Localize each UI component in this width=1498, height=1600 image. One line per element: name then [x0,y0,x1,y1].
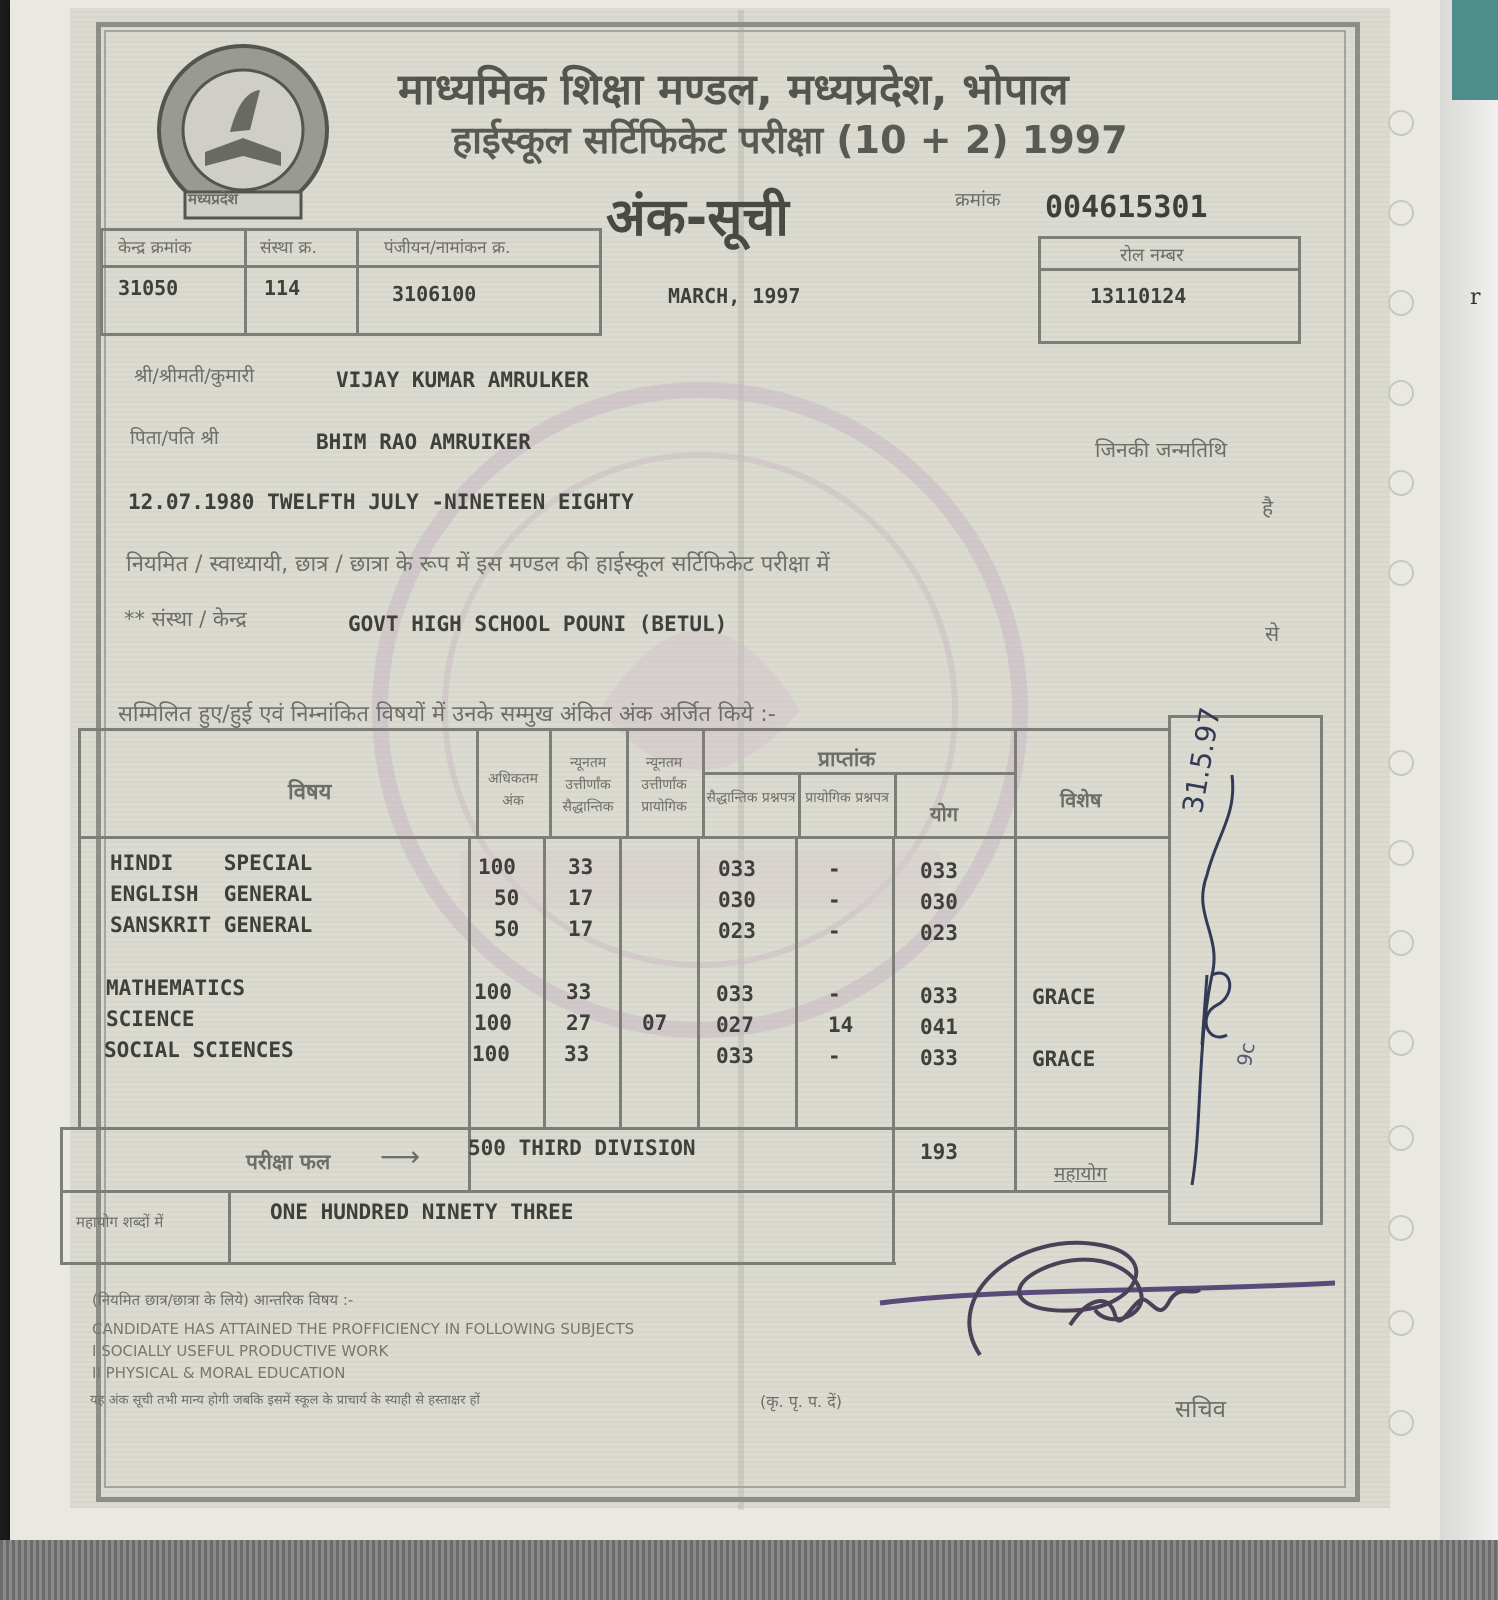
col-divider-mint [619,836,622,1128]
max-marks: 50 [494,886,520,910]
header-total: योग [930,802,959,826]
registration-number: 3106100 [392,282,477,306]
min-theory: 17 [568,886,594,910]
father-prefix: पिता/पति श्री [130,427,219,449]
table-header-border [78,836,1168,839]
handwritten-date: 31.5.97 [1176,704,1228,816]
theory-marks: 030 [718,888,756,912]
id-col-divider-2 [356,228,359,333]
practical-marks: 14 [828,1013,854,1037]
grand-total: 193 [920,1140,958,1164]
min-theory: 33 [566,980,592,1004]
institute-label: संस्था क्र. [260,238,317,258]
subject-name: HINDI SPECIAL [110,851,313,875]
col-divider-minp-header [702,728,705,838]
header-min-practical: न्यूनतम उत्तीर्णांक प्रायोगिक [641,755,687,815]
binder-hole [1388,470,1414,496]
binder-hole [1388,380,1414,406]
binder-hole [1388,930,1414,956]
col-divider-theory-header [798,772,801,838]
min-theory: 17 [568,917,594,941]
name-prefix: श्री/श्रीमती/कुमारी [134,365,255,387]
internal-subjects-heading: (नियमित छात्र/छात्रा के लिये) आन्तरिक विषय :- [92,1291,354,1309]
theory-marks: 027 [716,1013,754,1037]
min-theory: 27 [566,1011,592,1035]
subject-name: SCIENCE [106,1007,195,1031]
binder-hole [1388,1215,1414,1241]
proficiency-subject-2: II PHYSICAL & MORAL EDUCATION [92,1364,346,1382]
min-theory: 33 [568,855,594,879]
board-title: माध्यमिक शिक्षा मण्डल, मध्यप्रदेश, भोपाल [398,65,1069,115]
candidate-status-line: नियमित / स्वाध्यायी, छात्र / छात्रा के रूप में इस मण्डल की हाईस्कूल सर्टिफिकेट परीक्षा में [126,552,830,577]
secretary-label: सचिव [1175,1395,1227,1423]
subject-name: SOCIAL SCIENCES [104,1038,294,1062]
table-top-border [78,728,1168,731]
binder-hole [1388,750,1414,776]
max-marks: 100 [474,1011,512,1035]
binder-edge [1440,0,1498,1600]
exam-subtitle: हाईस्कूल सर्टिफिकेट परीक्षा (10 + 2) 1997 [452,118,1128,162]
total-marks: 023 [920,921,958,945]
max-marks: 100 [474,980,512,1004]
id-box-divider [100,265,599,268]
practical-marks: - [828,857,841,881]
col-divider-max [543,836,546,1128]
total-marks: 030 [920,890,958,914]
binder-hole [1388,560,1414,586]
theory-marks: 033 [716,982,754,1006]
board-emblem [150,42,336,228]
result-left-border [60,1127,63,1265]
header-min-theory: न्यूनतम उत्तीर्णांक सैद्धान्तिक [562,755,614,815]
total-marks: 033 [920,1046,958,1070]
sleeve-edge [0,1540,1498,1600]
binder-hole [1388,1030,1414,1056]
arrow-right-icon: ⟶ [380,1140,421,1173]
min-theory: 33 [564,1042,590,1066]
date-of-birth: 12.07.1980 TWELFTH JULY -NINETEEN EIGHTY [128,490,634,514]
center-number: 31050 [118,276,179,300]
header-max-marks: अधिकतम अंक [487,771,539,809]
max-marks: 100 [478,855,516,879]
max-marks: 100 [472,1042,510,1066]
turn-over-note: (कृ. पृ. प. दें) [760,1392,842,1411]
proficiency-subject-1: I SOCIALLY USEFUL PRODUCTIVE WORK [92,1342,389,1360]
subject-name: ENGLISH GENERAL [110,882,313,906]
result-division: 500 THIRD DIVISION [468,1136,696,1160]
grand-total-label: महायोग [1054,1163,1108,1185]
handwritten-note: 9c [1232,1040,1260,1069]
father-name: BHIM RAO AMRUIKER [316,430,531,454]
dob-suffix: है [1262,496,1274,520]
school-name: GOVT HIGH SCHOOL POUNI (BETUL) [348,612,728,636]
registration-label: पंजीयन/नामांकन क्र. [384,238,511,258]
max-marks: 50 [494,917,520,941]
serial-label: क्रमांक [955,189,1001,211]
theory-marks: 033 [716,1044,754,1068]
binder-hole [1388,290,1414,316]
special-remark: GRACE [1032,985,1096,1009]
secretary-signature [870,1215,1340,1395]
school-suffix: से [1265,622,1280,646]
total-marks: 033 [920,859,958,883]
practical-marks: - [828,919,841,943]
serial-number: 004615301 [1045,190,1208,225]
words-label: महायोग शब्दों में [76,1213,164,1231]
practical-marks: - [828,982,841,1006]
subjects-intro: सम्मिलित हुए/हुई एवं निम्नांकित विषयों में उनके सम्मुख अंकित अंक अर्जित किये :- [118,702,776,727]
header-subject: विषय [288,780,332,805]
table-left-border [78,728,81,1128]
roll-number: 13110124 [1090,284,1187,308]
subject-name: MATHEMATICS [106,976,246,1000]
col-divider-practical [892,836,895,1264]
practical-marks: - [828,1044,841,1068]
words-label-divider [228,1190,231,1264]
practical-marks: - [828,888,841,912]
theory-marks: 023 [718,919,756,943]
binder-hole [1388,1125,1414,1151]
binder-tab [1452,0,1498,100]
col-divider-total [1014,728,1017,1193]
total-marks: 033 [920,984,958,1008]
special-remark: GRACE [1032,1047,1096,1071]
roll-label: रोल नम्बर [1120,245,1184,266]
theory-marks: 033 [718,857,756,881]
center-label: केन्द्र क्रमांक [118,238,192,258]
margin-box-left [1168,715,1171,1225]
binder-hole [1388,840,1414,866]
header-obtained: प्राप्तांक [818,747,876,771]
min-practical: 07 [642,1011,668,1035]
emblem-label: मध्यप्रदेश [188,190,239,208]
header-practical-paper: प्रायोगिक प्रश्नपत्र [805,790,889,806]
exam-month: MARCH, 1997 [668,284,801,308]
col-divider-practical-header [894,772,897,838]
binder-hole [1388,1410,1414,1436]
binder-hole [1388,200,1414,226]
validity-note: यह अंक सूची तभी मान्य होगी जबकि इसमें स्कूल के प्राचार्य के स्याही से हस्ताक्षर हों [90,1393,480,1408]
dob-label: जिनकी जन्मतिथि [1095,438,1228,462]
subject-name: SANSKRIT GENERAL [110,913,313,937]
school-prefix: ** संस्था / केन्द्र [124,607,247,631]
binder-hole [1388,1310,1414,1336]
result-label: परीक्षा फल [246,1150,331,1174]
table-body-bottom [60,1127,1168,1130]
total-marks: 041 [920,1015,958,1039]
binder-fragment: r [1470,285,1481,310]
col-divider-theory [795,836,798,1128]
roll-box-divider [1038,268,1298,271]
header-special: विशेष [1060,788,1102,812]
words-row-bottom [60,1262,896,1265]
binder-hole [1388,110,1414,136]
result-row-bottom [60,1190,1168,1193]
document-title: अंक-सूची [606,188,789,248]
total-in-words: ONE HUNDRED NINETY THREE [270,1200,574,1224]
header-theory-paper: सैद्धान्तिक प्रश्नपत्र [706,790,796,806]
proficiency-statement: CANDIDATE HAS ATTAINED THE PROFFICIENCY IN FOLLOWING SUBJECTS [92,1320,635,1338]
col-divider-minp [697,836,700,1128]
candidate-name: VIJAY KUMAR AMRULKER [336,368,589,392]
institute-number: 114 [264,276,301,300]
id-col-divider-1 [244,228,247,333]
